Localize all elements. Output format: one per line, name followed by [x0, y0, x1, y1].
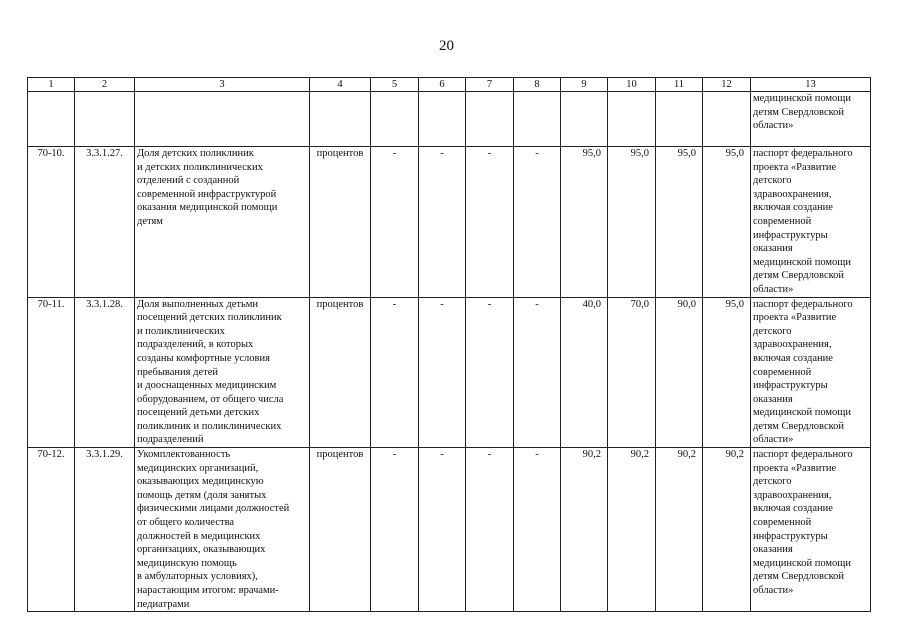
value-cell: 90,0	[656, 297, 703, 448]
header-cell: 12	[703, 78, 751, 92]
unit-cell: процентов	[310, 297, 371, 448]
header-cell: 1	[28, 78, 75, 92]
continuation-row	[28, 92, 871, 147]
indicators-table	[27, 77, 871, 612]
table-row	[28, 297, 871, 448]
source-cell: медицинской помощи детям Свердловской области»	[751, 92, 871, 147]
indicator-name-cell: Доля выполненных детьми посещений детских поликлиник и поликлинических подразделений, в которых созданы комфортные условия пребывания детей и дооснащенных медицинским оборудованием, от общего числа посещений детьми детских поликлиник и поликлинических подразделений	[135, 297, 310, 448]
table-row	[28, 448, 871, 612]
value-cell: -	[371, 147, 419, 298]
header-cell: 3	[135, 78, 310, 92]
table-cell	[608, 92, 656, 147]
item-code-cell: 3.3.1.29.	[75, 448, 135, 612]
page-number: 20	[439, 38, 454, 54]
table-cell	[310, 92, 371, 147]
value-cell: -	[466, 297, 514, 448]
value-cell: -	[419, 448, 466, 612]
table-cell	[703, 92, 751, 147]
value-cell: 70,0	[608, 297, 656, 448]
value-cell: 95,0	[703, 147, 751, 298]
table-cell	[419, 92, 466, 147]
row-number-cell: 70-12.	[28, 448, 75, 612]
value-cell: 90,2	[656, 448, 703, 612]
header-cell: 10	[608, 78, 656, 92]
value-cell: -	[514, 147, 561, 298]
table-cell	[371, 92, 419, 147]
table-cell	[561, 92, 608, 147]
header-cell: 7	[466, 78, 514, 92]
indicator-name-cell: Укомплектованность медицинских организаций, оказывающих медицинскую помощь детям (доля занятых физическими лицами должностей от общего количества должностей в медицинских организациях, оказывающих медицинскую помощь в амбулаторных условиях), нарастающим итогом: врачами- педиатрами	[135, 448, 310, 612]
value-cell: 90,2	[608, 448, 656, 612]
header-cell: 5	[371, 78, 419, 92]
value-cell: -	[371, 297, 419, 448]
table-cell	[656, 92, 703, 147]
header-cell: 13	[751, 78, 871, 92]
table-cell	[135, 92, 310, 147]
header-cell: 9	[561, 78, 608, 92]
value-cell: 40,0	[561, 297, 608, 448]
unit-cell: процентов	[310, 147, 371, 298]
table-row	[28, 147, 871, 298]
source-cell: паспорт федерального проекта «Развитие детского здравоохранения, включая создание современной инфраструктуры оказания медицинской помощи детям Свердловской области»	[751, 297, 871, 448]
table-cell	[514, 92, 561, 147]
value-cell: -	[514, 297, 561, 448]
value-cell: -	[514, 448, 561, 612]
unit-cell: процентов	[310, 448, 371, 612]
table-cell	[466, 92, 514, 147]
header-cell: 2	[75, 78, 135, 92]
indicator-name-cell: Доля детских поликлиник и детских поликлинических отделений с созданной современной инфраструктурой оказания медицинской помощи детям	[135, 147, 310, 298]
value-cell: 90,2	[561, 448, 608, 612]
value-cell: -	[466, 147, 514, 298]
header-cell: 8	[514, 78, 561, 92]
item-code-cell: 3.3.1.28.	[75, 297, 135, 448]
value-cell: 95,0	[703, 297, 751, 448]
row-number-cell: 70-11.	[28, 297, 75, 448]
row-number-cell: 70-10.	[28, 147, 75, 298]
value-cell: 95,0	[561, 147, 608, 298]
value-cell: -	[419, 297, 466, 448]
header-cell: 6	[419, 78, 466, 92]
source-cell: паспорт федерального проекта «Развитие детского здравоохранения, включая создание современной инфраструктуры оказания медицинской помощи детям Свердловской области»	[751, 448, 871, 612]
item-code-cell: 3.3.1.27.	[75, 147, 135, 298]
header-cell: 11	[656, 78, 703, 92]
value-cell: -	[419, 147, 466, 298]
table-cell	[28, 92, 75, 147]
value-cell: 95,0	[656, 147, 703, 298]
value-cell: -	[466, 448, 514, 612]
table-cell	[75, 92, 135, 147]
value-cell: -	[371, 448, 419, 612]
value-cell: 90,2	[703, 448, 751, 612]
value-cell: 95,0	[608, 147, 656, 298]
column-number-header-row	[28, 78, 871, 92]
header-cell: 4	[310, 78, 371, 92]
source-cell: паспорт федерального проекта «Развитие детского здравоохранения, включая создание современной инфраструктуры оказания медицинской помощи детям Свердловской области»	[751, 147, 871, 298]
